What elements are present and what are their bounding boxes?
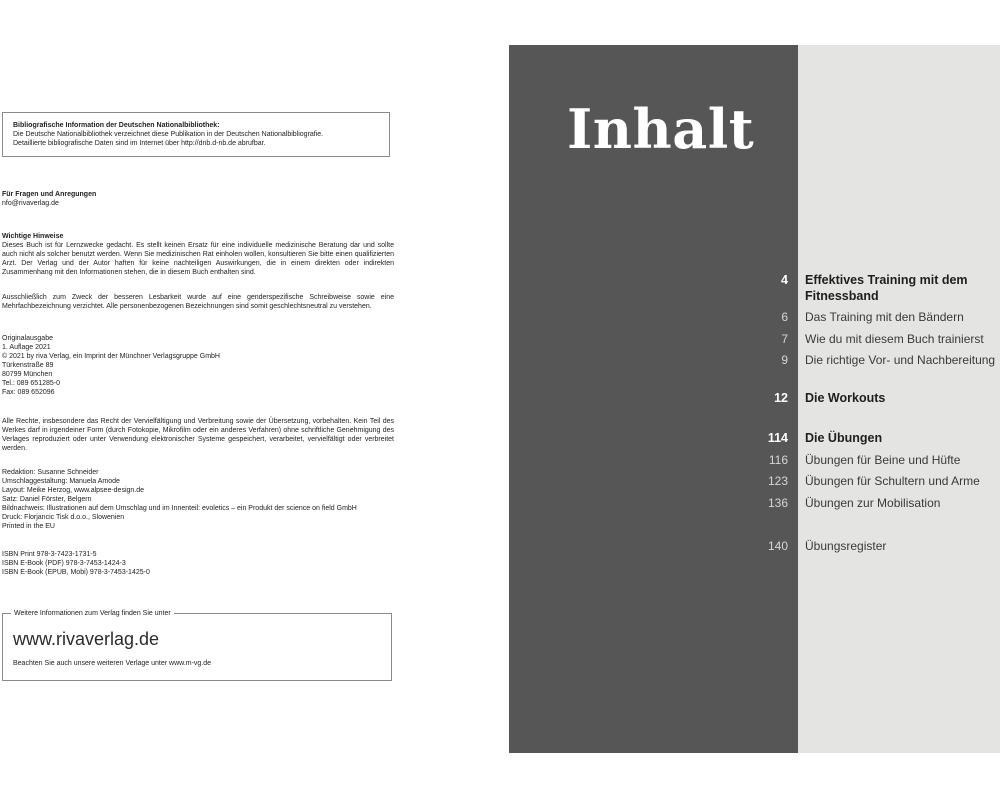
credit-line: Printed in the EU <box>2 523 55 530</box>
publisher-web-box <box>2 610 392 681</box>
contact-email[interactable]: nfo@rivaverlag.de <box>2 200 59 207</box>
toc-page-number: 136 <box>767 496 788 510</box>
toc-page-number: 12 <box>774 391 788 405</box>
bibliographic-line: Detaillierte bibliografische Daten sind im Internet über http://dnb.d-nb.de abrufbar. <box>13 140 266 147</box>
edition-line: © 2021 by riva Verlag, ein Imprint der Münchner Verlagsgruppe GmbH <box>2 353 220 360</box>
edition-line: 80799 München <box>2 371 53 378</box>
toc-entry-section[interactable]: Die richtige Vor- und Nachbereitung <box>805 353 996 367</box>
edition-line: Fax: 089 652096 <box>2 389 55 396</box>
contact-block <box>2 190 394 208</box>
toc-entry-section[interactable]: Wie du mit diesem Buch trainierst <box>805 332 984 346</box>
toc-entry-section[interactable]: Übungen zur Mobilisation <box>805 496 941 510</box>
credits-block <box>2 468 394 531</box>
edition-block <box>2 334 394 397</box>
publisher-url[interactable]: www.rivaverlag.de <box>13 629 160 649</box>
credit-line: Umschlaggestaltung: Manuela Amode <box>2 478 120 485</box>
contact-heading: Für Fragen und Anregungen <box>2 191 97 198</box>
toc-entry-chapter[interactable]: Die Übungen <box>805 431 883 445</box>
toc-title: Inhalt <box>567 97 755 161</box>
credit-line: Bildnachweis: Illustrationen auf dem Umschlag und im Innenteil: evoletics – ein Produkt der science on field GmbH <box>2 505 357 512</box>
isbn-block <box>2 550 394 577</box>
toc-entry-chapter[interactable]: Effektives Training mit dem Fitnessband <box>805 273 968 303</box>
edition-line: Originalausgabe <box>2 335 53 342</box>
toc-entry-section[interactable]: Übungen für Schultern und Arme <box>805 474 980 488</box>
toc-page-number: 9 <box>781 353 788 367</box>
credit-line: Layout: Meike Herzog, www.alpsee-design.de <box>2 487 145 494</box>
notes-heading: Wichtige Hinweise <box>2 233 64 240</box>
isbn-line: ISBN Print 978-3-7423-1731-5 <box>2 551 97 558</box>
edition-line: Tel.: 089 651285-0 <box>2 380 60 387</box>
rights-text: Alle Rechte, insbesondere das Recht der Vervielfältigung und Verbreitung sowie der Übersetzung, vorbehalten. Kein Teil des Werkes darf in irgendeiner Form (durch Fotokopie, Mikrofilm oder ein anderes Verfahren) ohne schriftliche Genehmigung des Verlages reproduziert oder unter Verwendung elektronischer Systeme gespeichert, verarbeitet, vervielfältigt oder verbreitet werden. <box>2 418 394 452</box>
bibliographic-info-box <box>2 112 390 157</box>
toc-entry-section[interactable]: Übungen für Beine und Hüfte <box>805 453 961 467</box>
credit-line: Satz: Daniel Förster, Belgern <box>2 496 92 503</box>
toc-page-number: 4 <box>781 273 788 287</box>
notes-text: Dieses Buch ist für Lernzwecke gedacht. Es stellt keinen Ersatz für eine individuelle medizinische Beratung dar und sollte auch nicht als solcher benutzt werden. Wenn Sie medizinischen Rat einholen wollen, konsultieren Sie bitte einen qualifizierten Arzt. Der Verlag und der Autor haften für keine nachteiligen Auswirkungen, die in einem direkten oder indirekten Zusammenhang mit den Informationen stehen, die in diesem Buch enthalten sind. <box>2 242 394 276</box>
rights-block <box>2 417 394 453</box>
isbn-line: ISBN E-Book (EPUB, Mobi) 978-3-7453-1425-0 <box>2 569 150 576</box>
edition-line: 1. Auflage 2021 <box>2 344 51 351</box>
credit-line: Redaktion: Susanne Schneider <box>2 469 99 476</box>
toc-page-number: 123 <box>767 474 788 488</box>
isbn-line: ISBN E-Book (PDF) 978-3-7453-1424-3 <box>2 560 126 567</box>
bibliographic-line: Die Deutsche Nationalbibliothek verzeichnet diese Publikation in der Deutschen Nationalbibliografie. <box>13 131 324 138</box>
toc-page-number: 114 <box>767 431 788 445</box>
gender-note-block <box>2 293 394 311</box>
toc-page-number: 6 <box>781 310 788 324</box>
toc-entry-section[interactable]: Übungsregister <box>805 539 887 553</box>
notes-block <box>2 232 394 277</box>
toc-page-number: 140 <box>767 539 788 553</box>
toc-page-number: 116 <box>768 453 788 467</box>
edition-line: Türkenstraße 89 <box>2 362 54 369</box>
credit-line: Druck: Florjancic Tisk d.o.o., Slowenien <box>2 514 125 521</box>
toc-entry-chapter[interactable]: Die Workouts <box>805 391 886 405</box>
gender-note-text: Ausschließlich zum Zweck der besseren Lesbarkeit wurde auf eine genderspezifische Schreibweise sowie eine Mehrfachbezeichnung verzichtet. Alle personenbezogenen Bezeichnungen sind somit geschlechtsneutral zu verstehen. <box>2 294 394 310</box>
toc-entry-section[interactable]: Das Training mit den Bändern <box>805 310 964 324</box>
bibliographic-heading: Bibliografische Information der Deutschen Nationalbibliothek: <box>13 122 220 129</box>
toc-page-number: 7 <box>781 332 788 346</box>
web-box-legend: Weitere Informationen zum Verlag finden Sie unter <box>11 609 174 618</box>
publisher-note: Beachten Sie auch unsere weiteren Verlage unter www.m-vg.de <box>13 660 212 667</box>
